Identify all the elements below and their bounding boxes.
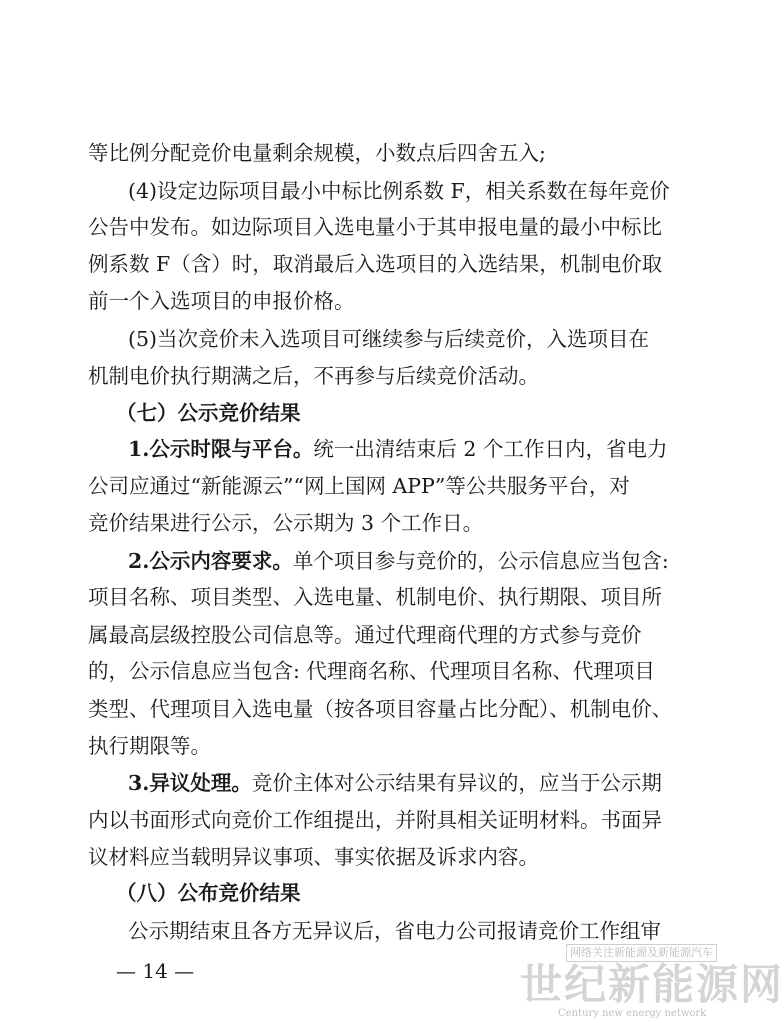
- paragraph-line: (5)当次竞价未入选项目可继续参与后续竞价，入选项目在: [128, 327, 650, 351]
- paragraph-line: 等比例分配竞价电量剩余规模，小数点后四舍五入;: [88, 141, 546, 165]
- paragraph-line: 项目名称、项目类型、入选电量、机制电价、执行期限、项目所: [88, 585, 662, 609]
- paragraph-line: 的，公示信息应当包含: 代理商名称、代理项目名称、代理项目: [88, 659, 655, 683]
- paragraph-line: [128, 770, 662, 796]
- item-heading: 异议处理。: [149, 771, 252, 795]
- paragraph-line: 例系数 F（含）时，取消最后入选项目的入选结果，机制电价取: [88, 252, 663, 276]
- paragraph-line: 竞价结果进行公示，公示期为 3 个工作日。: [88, 511, 484, 535]
- watermark-tagline: 网络关注新能源及新能源汽车: [566, 944, 717, 962]
- paragraph-line: 公示期结束且各方无异议后，省电力公司报请竞价工作组审: [128, 919, 661, 943]
- paragraph-line: 机制电价执行期满之后，不再参与后续竞价活动。: [88, 364, 539, 388]
- paragraph-line: [128, 548, 669, 574]
- item-number: 3.: [128, 771, 150, 795]
- item-number: 2.: [128, 549, 150, 573]
- section-heading: （七）公示竞价结果: [116, 401, 301, 425]
- paragraph-line: [128, 436, 667, 462]
- item-number: 1.: [128, 437, 150, 461]
- paragraph-line: 公告中发布。如边际项目入选电量小于其申报电量的最小中标比: [88, 215, 662, 239]
- page-number: — 14 —: [116, 959, 195, 983]
- watermark-logo: 世纪新能源网: [520, 960, 784, 1009]
- watermark-subtitle: Century new energy network: [558, 1008, 707, 1019]
- paragraph-line: 议材料应当载明异议事项、事实依据及诉求内容。: [88, 845, 539, 869]
- item-text: 统一出清结束后 2 个工作日内，省电力: [313, 437, 668, 461]
- item-heading: 公示内容要求。: [149, 549, 293, 573]
- paragraph-line: 前一个入选项目的申报价格。: [88, 289, 355, 313]
- item-text: 竞价主体对公示结果有异议的，应当于公示期: [251, 771, 662, 795]
- paragraph-line: 公司应通过“新能源云”“网上国网 APP”等公共服务平台，对: [88, 474, 630, 498]
- paragraph-line: (4)设定边际项目最小中标比例系数 F，相关系数在每年竞价: [128, 179, 670, 203]
- paragraph-line: 内以书面形式向竞价工作组提出，并附具相关证明材料。书面异: [88, 808, 662, 832]
- item-text: 单个项目参与竞价的，公示信息应当包含:: [292, 549, 669, 573]
- item-heading: 公示时限与平台。: [149, 437, 314, 461]
- section-heading: （八）公布竞价结果: [116, 881, 301, 905]
- paragraph-line: 类型、代理项目入选电量（按各项目容量占比分配）、机制电价、: [88, 697, 673, 721]
- paragraph-line: 属最高层级控股公司信息等。通过代理商代理的方式参与竞价: [88, 623, 642, 647]
- paragraph-line: 执行期限等。: [88, 734, 211, 758]
